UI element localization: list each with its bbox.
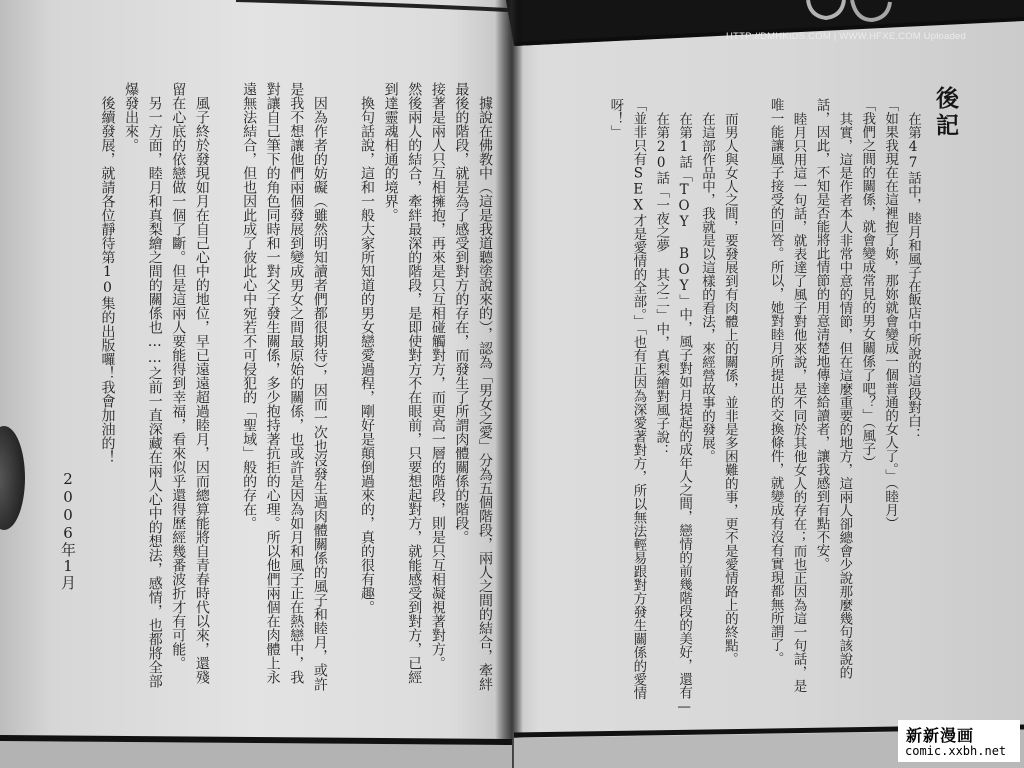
text-line: 在第47話中，睦月和風子在飯店中所說的這段對白：	[905, 111, 921, 441]
text-line: 其實，這是作者本人非常中意的情節，但在這麼重要的地方，這兩人卻總會少說那麼幾句該說的	[836, 111, 853, 679]
paragraph-gap	[213, 82, 237, 730]
text-line: 風子終於發現如月在自己心中的地位，早已遠遠超過睦月，因而總算能將自青春時代以來，還殘	[193, 96, 210, 684]
text-line: 呀！」	[607, 98, 624, 139]
text-line: 後續發展，就請各位靜待第10集的出版囉！我會加油的！	[99, 96, 116, 464]
text-line: 在第1話「TOY BOY」中，風子對如月提起的成年人之間，戀情的前幾階段的美好，還有—	[676, 111, 693, 715]
text-line: 睦月只用這一句話，就表達了風子對他來說，是不同於其他女人的存在；而也正因為這一句話，是	[790, 111, 807, 692]
paragraph-gap	[741, 98, 764, 728]
signature-date: 2006年1月	[59, 470, 77, 590]
logo-url: comic.xxbh.net	[905, 744, 1007, 758]
text-line: 遠無法結合，但也因此成了彼此心中宛若不可侵犯的「聖域」般的存在。	[241, 82, 258, 530]
text-line: 在這部作品中，我就是以這樣的看法，來經營故事的發展。	[698, 111, 715, 463]
text-line: 在第20話「一夜之夢 其之二」中，真梨繪對風子說：	[653, 111, 670, 457]
text-line: 「我們之間的關係，就會變成常見的男女關係了吧？」（風子）	[859, 98, 876, 470]
text-line: 到達靈魂相通的境界。	[382, 82, 399, 222]
right-page-text	[603, 98, 924, 728]
text-line: 爆發出來。	[123, 82, 140, 152]
text-line: 另一方面，睦月和真梨繪之間的關係也……之前一直深藏在兩人心中的想法，感情，也都將全部	[146, 96, 163, 688]
gutter-shadow	[495, 0, 523, 768]
text-line: 換句話說，這和一般大家所知道的男女戀愛過程，剛好是顛倒過來的，真的很有趣。	[359, 96, 376, 614]
left-page-text	[94, 82, 496, 730]
text-line: 話，因此，不知是否能將此情節的用意清楚地傳達給讀者，讓我感到有點不安。	[813, 98, 830, 571]
text-line: 因為作者的妨礙（雖然明知讀者們都很期待），因而一次也沒發生過肉體關係的風子和睦月，或許	[311, 96, 328, 691]
text-line: 唯一能讓風子接受的回答。所以，她對睦月所提出的交換條件，就變成有沒有實現都無所謂了。	[767, 98, 784, 665]
text-line: 然後兩人的結合，牽絆最深的階段，是即使對方不在眼前，只要想起對方，就能感受到對方，已經	[406, 82, 423, 684]
site-logo	[898, 720, 1020, 762]
page-title: 後記	[932, 86, 959, 140]
text-line: 最後的階段，就是為了感受到對方的存在，而發生了所謂肉體關係的階段。	[453, 82, 470, 544]
left-page-bottom-area	[0, 741, 512, 768]
text-line: 對讓自己筆下的角色同時和一對父子發生關係，多少抱持著抗拒的心理。所以他們兩個在肉體上永	[264, 82, 281, 684]
text-line: 接著是兩人只互相擁抱，再來是只互相碰觸對方，而更高一層的階段，則是只互相凝視著對方。	[429, 82, 446, 670]
text-line: 而男人與女人之間，要發展到有肉體上的關係，並非是多困難的事，更不是愛情路上的終點。	[721, 111, 738, 665]
text-line: 據說在佛教中（這是我道聽塗說來的），認為「男女之愛」分為五個階段，兩人之間的結合，牽絆	[477, 96, 493, 691]
paragraph-gap	[331, 82, 355, 730]
text-line: 「並非只有SEX才是愛情的全部。」「也有正因為深愛著對方，所以無法輕易跟對方發生關係的愛情	[630, 98, 647, 700]
text-line: 是我不想讓他們兩個發展到變成男女之間最原始的關係，也或許是因為如月和風子正在熱戀中，我	[288, 82, 305, 684]
watermark-text: HTTP://DMHKIDS.COM | WWW.HFXE.COM Uploaded	[726, 31, 966, 42]
text-line: 留在心底的依戀做一個了斷。但是這兩人要能得到幸福，看來似乎還得歷經幾番波折才有可能。	[170, 82, 187, 670]
logo-name: 新新漫画	[906, 726, 975, 745]
left-page-bottom-rule	[0, 738, 512, 742]
text-line: 「如果我現在在這裡抱了妳，那妳就會變成一個普通的女人了。」（睦月）	[882, 98, 899, 530]
